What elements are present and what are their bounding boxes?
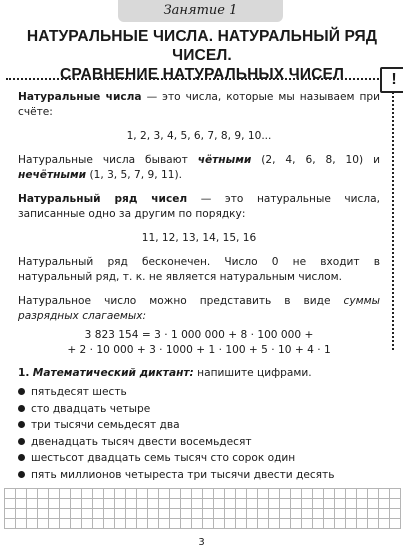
definition-text: — это натуральные числа, записанные одно за другим по порядку: [18,193,381,220]
dotted-divider-right [392,88,394,350]
even-odd-paragraph [18,153,380,183]
text: Натуральные числа бывают [18,154,198,166]
list-item-text: сто двадцать четыре [31,402,151,415]
list-item-text: пять миллионов четыреста три тысячи двести десять [31,468,335,481]
list-item-text: двенадцать тысяч двести восемьдесят [31,435,252,448]
exercise-title: Математический диктант: [32,367,194,379]
text: (1, 3, 5, 7, 9, 11). [86,169,182,181]
dictation-list [18,384,388,483]
exclamation-icon: ! [380,67,403,93]
list-item [18,450,388,467]
title-line-2: СРАВНЕНИЕ НАТУРАЛЬНЫХ ЧИСЕЛ [59,66,344,83]
bullet-icon [18,438,25,445]
bullet-icon [18,421,25,428]
exercise-heading [18,367,388,379]
sequence-example: 1, 2, 3, 4, 5, 6, 7, 8, 9, 10... [126,130,272,142]
term-odd: нечётными [18,169,87,181]
definition-natural-numbers [18,90,380,120]
list-item-text: шестьсот двадцать семь тысяч сто сорок один [31,452,296,464]
lesson-label: Занятие 1 [118,0,283,22]
infinite-series-paragraph: Натуральный ряд бесконечен. Число 0 не входит в натуральный ряд, т. к. не является натуральным числом. [18,256,380,283]
list-item-text: три тысячи семьдесят два [31,419,180,431]
bullet-icon [18,471,25,478]
exercise-dictation [18,367,388,483]
formula-line-1: 3 823 154 = 3 · 1 000 000 + 8 · 100 000 + [84,329,314,341]
bullet-icon [18,454,25,461]
list-item-text: пятьдесят шесть [31,386,127,398]
term-digit-sum: суммы разрядных слагаемых: [18,295,380,322]
theory-block [18,90,380,358]
digit-sum-paragraph [18,294,380,324]
term-even: чётными [197,154,252,166]
text: Натуральное число можно представить в виде [18,295,344,307]
term-natural-series: Натуральный ряд чисел [18,193,188,205]
exercise-number: 1. [18,367,30,379]
list-item [18,434,388,451]
bullet-icon [18,388,25,395]
dotted-divider-top [6,78,382,80]
list-item [18,401,388,418]
formula-line-2: + 2 · 10 000 + 3 · 1000 + 1 · 100 + 5 · 10 + 4 · 1 [67,344,331,356]
page-title [6,27,398,84]
answer-grid[interactable] [4,488,401,529]
series-example: 11, 12, 13, 14, 15, 16 [141,232,257,244]
formula [18,328,380,358]
text: (2, 4, 6, 8, 10) и [251,154,380,166]
bullet-icon [18,405,25,412]
exercise-instruction: напишите цифрами. [193,367,312,379]
definition-natural-series [18,192,380,222]
term-natural-numbers: Натуральные числа [18,91,142,103]
title-line-1: НАТУРАЛЬНЫЕ ЧИСЛА. НАТУРАЛЬНЫЙ РЯД ЧИСЕЛ. [26,28,378,64]
definition-text: — это числа, которые мы называем при счёте: [18,91,380,118]
list-item [18,384,388,401]
list-item [18,417,388,434]
page-number: 3 [198,537,205,548]
list-item [18,467,388,484]
